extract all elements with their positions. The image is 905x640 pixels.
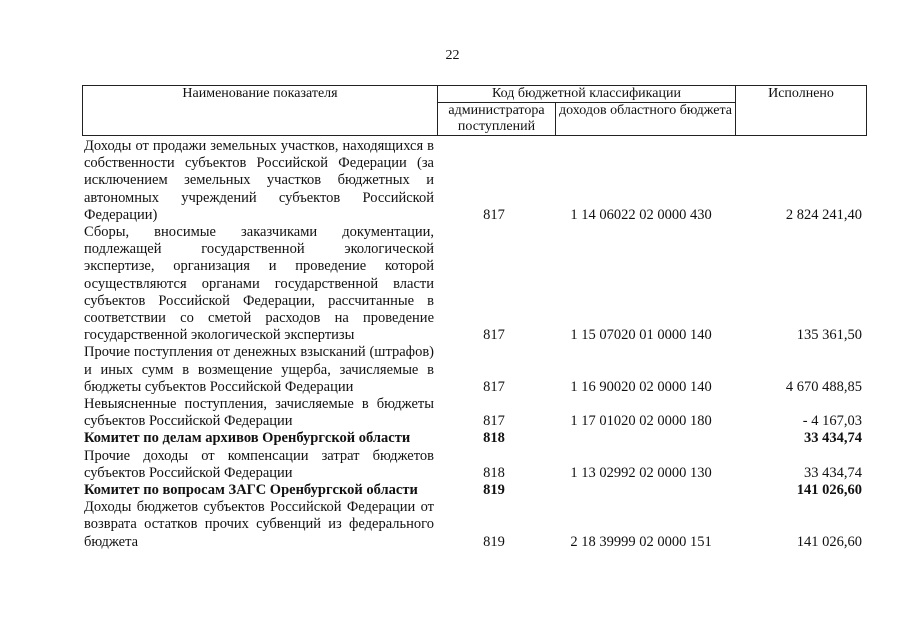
table-row [84, 396, 866, 430]
row-name: Прочие поступления от денежных взысканий (штрафов) и иных сумм в возмещение ущерба, зачисляемые в бюджеты субъектов Российской Федерации [84, 344, 434, 395]
row-admin-code: 818 [483, 430, 505, 447]
row-amount: 141 026,60 [796, 482, 862, 499]
row-name: Сборы, вносимые заказчиками документации, подлежащей государственной экологической экспертизе, организация и проведение которой осуществляются органами государственной власти субъектов Российской Федерации, рассчитанные в соответствии со сметой расходов на проведение государственной экологической экспертизы [84, 224, 434, 344]
row-income-code: 2 18 39999 02 0000 151 [570, 533, 712, 550]
row-name: Доходы бюджетов субъектов Российской Федерации от возврата остатков прочих субвенций из федерального бюджета [84, 499, 434, 550]
row-income-code: 1 17 01020 02 0000 180 [570, 413, 712, 430]
row-admin-code: 818 [483, 464, 505, 481]
row-amount: 4 670 488,85 [785, 378, 862, 395]
row-name: Комитет по вопросам ЗАГС Оренбургской области [84, 482, 418, 499]
header-admin-column: администратора поступлений [438, 103, 556, 136]
table-header [82, 85, 867, 136]
row-admin-code: 819 [483, 533, 505, 550]
row-admin-code: 817 [483, 413, 505, 430]
row-name: Невыясненные поступления, зачисляемые в бюджеты субъектов Российской Федерации [84, 396, 434, 430]
header-income-column: доходов областного бюджета [556, 103, 736, 136]
table-row [84, 344, 866, 396]
header-code-group: Код бюджетной классификации [438, 86, 736, 103]
header-executed-column: Исполнено [736, 86, 867, 136]
row-amount: 135 361,50 [796, 327, 862, 344]
row-amount: 33 434,74 [804, 430, 862, 447]
table-row-section [84, 430, 866, 447]
row-income-code: 1 16 90020 02 0000 140 [570, 378, 712, 395]
table-row [84, 499, 866, 551]
row-income-code: 1 15 07020 01 0000 140 [570, 327, 712, 344]
table-row-section [84, 482, 866, 499]
row-amount: 2 824 241,40 [785, 206, 862, 223]
table-row [84, 224, 866, 344]
page-number: 22 [445, 48, 460, 63]
row-name: Комитет по делам архивов Оренбургской области [84, 430, 411, 447]
row-amount: - 4 167,03 [802, 413, 862, 430]
row-amount: 141 026,60 [796, 533, 862, 550]
row-name: Доходы от продажи земельных участков, находящихся в собственности субъектов Российской Федерации (за исключением земельных участков бюджетных и автономных учреждений субъектов Российской Федерации) [84, 138, 434, 223]
table-row [84, 138, 866, 224]
row-admin-code: 817 [483, 327, 505, 344]
table-row [84, 448, 866, 482]
table-body [84, 138, 866, 551]
row-admin-code: 819 [483, 482, 505, 499]
row-admin-code: 817 [483, 378, 505, 395]
row-admin-code: 817 [483, 206, 505, 223]
row-name: Прочие доходы от компенсации затрат бюджетов субъектов Российской Федерации [84, 447, 434, 481]
header-name-column: Наименование показателя [83, 86, 438, 136]
row-income-code: 1 14 06022 02 0000 430 [570, 206, 712, 223]
row-amount: 33 434,74 [804, 464, 862, 481]
row-income-code: 1 13 02992 02 0000 130 [570, 464, 712, 481]
